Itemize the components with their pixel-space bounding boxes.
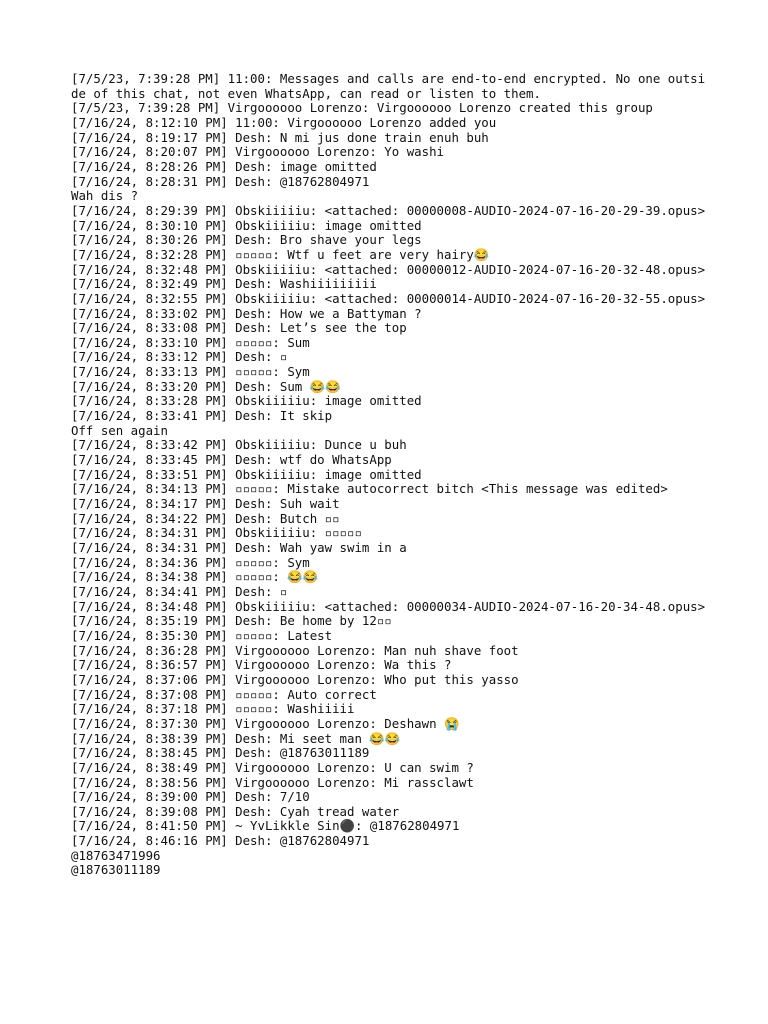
chat-line: [7/16/24, 8:46:16 PM] Desh: @18762804971 — [71, 833, 370, 849]
chat-line: [7/16/24, 8:39:08 PM] Desh: Cyah tread water — [71, 803, 400, 819]
chat-line: [7/16/24, 8:35:30 PM] ▫▫▫▫▫: Latest — [71, 627, 333, 643]
chat-line: [7/16/24, 8:33:12 PM] Desh: ▫ — [71, 349, 288, 365]
chat-line: [7/16/24, 8:12:10 PM] 11:00: Virgoooooo Lorenzo added you — [71, 114, 497, 130]
chat-line: [7/16/24, 8:32:55 PM] Obskiiiiiu: <attached: 00000014-AUDIO-2024-07-16-20-32-55.opus> — [71, 290, 706, 306]
chat-line: [7/16/24, 8:36:28 PM] Virgoooooo Lorenzo: Man nuh shave foot — [71, 642, 519, 658]
chat-line: @18763471996 — [71, 847, 161, 863]
chat-export-text — [71, 72, 711, 878]
chat-line: [7/16/24, 8:38:39 PM] Desh: Mi seet man 😂😂 — [71, 730, 401, 746]
chat-line: @18763011189 — [71, 862, 161, 878]
chat-line: [7/16/24, 8:33:10 PM] ▫▫▫▫▫: Sum — [71, 334, 310, 350]
chat-line: [7/16/24, 8:20:07 PM] Virgoooooo Lorenzo: Yo washi — [71, 144, 444, 160]
chat-line: [7/16/24, 8:32:48 PM] Obskiiiiiu: <attached: 00000012-AUDIO-2024-07-16-20-32-48.opus> — [71, 261, 706, 277]
chat-line: [7/16/24, 8:34:38 PM] ▫▫▫▫▫: 😂😂 — [71, 569, 319, 585]
chat-line: [7/16/24, 8:33:08 PM] Desh: Let’s see the top — [71, 320, 407, 336]
chat-line: Wah dis ? — [71, 188, 139, 204]
chat-line: [7/16/24, 8:37:08 PM] ▫▫▫▫▫: Auto correct — [71, 686, 377, 702]
chat-line: [7/16/24, 8:33:41 PM] Desh: It skip — [71, 408, 333, 424]
chat-line: [7/5/23, 7:39:28 PM] 11:00: Messages and calls are end-to-end encrypted. No one outside of this chat, not even WhatsApp, can read or listen to them. — [71, 71, 706, 101]
chat-line: [7/16/24, 8:32:28 PM] ▫▫▫▫▫: Wtf u feet are very hairy😂 — [71, 246, 490, 262]
chat-line: [7/16/24, 8:28:26 PM] Desh: image omitted — [71, 158, 377, 174]
chat-line: [7/16/24, 8:34:17 PM] Desh: Suh wait — [71, 496, 340, 512]
chat-line: [7/16/24, 8:19:17 PM] Desh: N mi jus done train enuh buh — [71, 129, 489, 145]
chat-line: [7/16/24, 8:38:49 PM] Virgoooooo Lorenzo: U can swim ? — [71, 759, 474, 775]
chat-line: [7/16/24, 8:36:57 PM] Virgoooooo Lorenzo: Wa this ? — [71, 657, 452, 673]
chat-line: [7/16/24, 8:33:45 PM] Desh: wtf do WhatsApp — [71, 452, 392, 468]
chat-line: [7/16/24, 8:33:13 PM] ▫▫▫▫▫: Sym — [71, 364, 310, 380]
chat-line: [7/5/23, 7:39:28 PM] Virgoooooo Lorenzo: Virgoooooo Lorenzo created this group — [71, 100, 653, 116]
chat-line: [7/16/24, 8:33:28 PM] Obskiiiiiu: image omitted — [71, 393, 422, 409]
chat-line: [7/16/24, 8:34:41 PM] Desh: ▫ — [71, 583, 288, 599]
chat-line: [7/16/24, 8:35:19 PM] Desh: Be home by 12▫▫ — [71, 613, 392, 629]
chat-line: [7/16/24, 8:33:51 PM] Obskiiiiiu: image omitted — [71, 466, 422, 482]
chat-line: [7/16/24, 8:37:18 PM] ▫▫▫▫▫: Washiiiii — [71, 701, 355, 717]
chat-line: [7/16/24, 8:34:22 PM] Desh: Butch ▫▫ — [71, 510, 340, 526]
chat-line: [7/16/24, 8:30:26 PM] Desh: Bro shave your legs — [71, 232, 422, 248]
chat-line: [7/16/24, 8:37:30 PM] Virgoooooo Lorenzo: Deshawn 😭 — [71, 715, 460, 731]
chat-line: [7/16/24, 8:41:50 PM] ~ YvLikkle Sin⚫: @18762804971 — [71, 818, 460, 834]
chat-line: Off sen again — [71, 422, 168, 438]
chat-line: [7/16/24, 8:32:49 PM] Desh: Washiiiiiiiii — [71, 276, 377, 292]
chat-line: [7/16/24, 8:34:31 PM] Desh: Wah yaw swim in a — [71, 540, 407, 555]
chat-line: [7/16/24, 8:28:31 PM] Desh: @18762804971 — [71, 173, 370, 189]
chat-line: [7/16/24, 8:29:39 PM] Obskiiiiiu: <attached: 00000008-AUDIO-2024-07-16-20-29-39.opus> — [71, 202, 706, 218]
chat-line: [7/16/24, 8:39:00 PM] Desh: 7/10 — [71, 789, 310, 805]
chat-line: [7/16/24, 8:34:31 PM] Obskiiiiiu: ▫▫▫▫▫ — [71, 525, 362, 541]
chat-line: [7/16/24, 8:33:02 PM] Desh: How we a Battyman ? — [71, 305, 422, 321]
chat-line: [7/16/24, 8:34:36 PM] ▫▫▫▫▫: Sym — [71, 554, 310, 570]
chat-line: [7/16/24, 8:30:10 PM] Obskiiiiiu: image omitted — [71, 217, 422, 233]
chat-line: [7/16/24, 8:34:13 PM] ▫▫▫▫▫: Mistake autocorrect bitch <This message was edited> — [71, 481, 668, 497]
chat-line: [7/16/24, 8:34:48 PM] Obskiiiiiu: <attached: 00000034-AUDIO-2024-07-16-20-34-48.opus> — [71, 598, 706, 614]
chat-line: [7/16/24, 8:38:56 PM] Virgoooooo Lorenzo: Mi rassclawt — [71, 774, 474, 790]
chat-line: [7/16/24, 8:37:06 PM] Virgoooooo Lorenzo: Who put this yasso — [71, 671, 519, 687]
chat-line: [7/16/24, 8:38:45 PM] Desh: @18763011189 — [71, 745, 370, 761]
chat-line: [7/16/24, 8:33:20 PM] Desh: Sum 😂😂 — [71, 378, 341, 394]
chat-line: [7/16/24, 8:33:42 PM] Obskiiiiiu: Dunce u buh — [71, 437, 407, 453]
